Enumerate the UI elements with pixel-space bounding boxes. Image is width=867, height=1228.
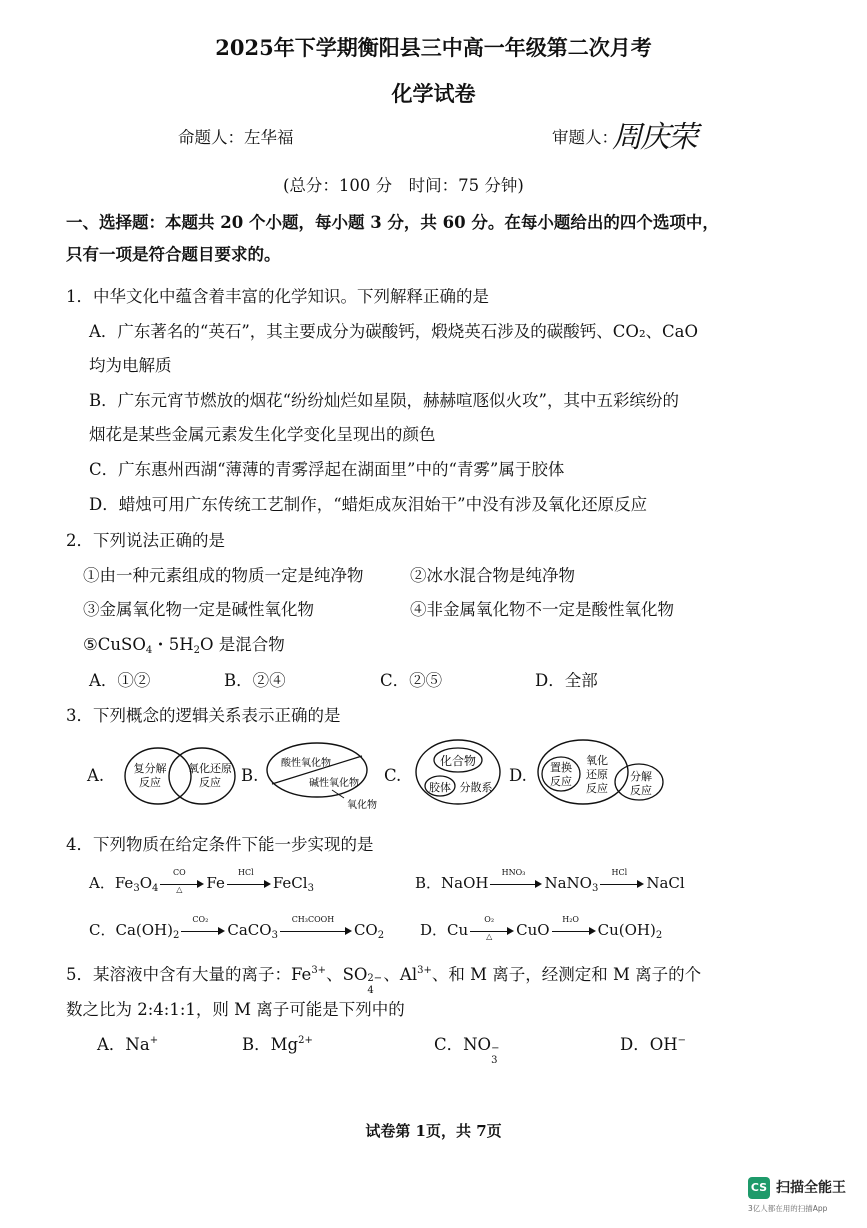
q3-stem: 3．下列概念的逻辑关系表示正确的是 <box>66 706 341 725</box>
q3-a-left-label-1: 复分解 <box>133 762 167 775</box>
q3-c-dispersion-label: 分散系 <box>459 781 493 794</box>
q4-b-arrow-1: HNO₃ <box>490 877 542 891</box>
reviewer-label: 审题人： <box>552 128 618 147</box>
q3-diagram-b <box>262 740 380 812</box>
q2-statement-4: ④非金属氧化物不一定是酸性氧化物 <box>410 600 674 619</box>
q4-a-arrow-2: HCl <box>227 877 271 891</box>
reviewer-signature: 周庆荣 <box>612 120 696 155</box>
q4-stem: 4．下列物质在给定条件下能一步实现的是 <box>66 835 374 854</box>
setter-label: 命题人：左华福 <box>178 128 294 147</box>
q4-d-arrow-2: H₂O <box>552 924 596 938</box>
q3-diagram-d <box>535 736 675 808</box>
camscanner-name: 扫描全能王 <box>776 1180 846 1196</box>
q1-option-a-line2: 均为电解质 <box>89 356 172 375</box>
q2-statement-3: ③金属氧化物一定是碱性氧化物 <box>83 600 314 619</box>
q5-stem-line2: 数之比为 2:4:1:1，则 M 离子可能是下列中的 <box>66 1000 405 1019</box>
q4-option-d: D．Cu O₂ △ CuO H₂O $Cu(OH)_2$ <box>420 915 663 941</box>
q2-stem: 2．下列说法正确的是 <box>66 531 225 550</box>
q1-option-c: C．广东惠州西湖“薄薄的青雾浮起在湖面里”中的“青雾”属于胶体 <box>89 460 565 479</box>
q3-diagram-c <box>412 736 504 808</box>
q2-statement-5: ⑤CuSO$_4$・$5H_2O$ 是混合物 <box>83 635 285 656</box>
q5-stem-line1: 5．某溶液中含有大量的离子：$Fe^{3+}$、SO 2− 4 、$Al^{3+}$、和 M 离子，经测定和 M 离子的个 <box>66 965 702 996</box>
q3-b-bottom-label: 碱性氧化物 <box>309 778 359 789</box>
q2-option-a: A．①② <box>89 671 151 690</box>
q3-a-right-label-2: 反应 <box>199 776 221 789</box>
q4-c-arrow-1: CO₂ <box>181 924 225 938</box>
q4-d-arrow-1: O₂ △ <box>470 924 514 938</box>
q3-c-top-label: 化合物 <box>439 754 477 768</box>
q3-b-outer-label: 氧化物 <box>347 800 377 811</box>
q3-label-d: D. <box>509 766 527 785</box>
section-instruction-line1: 一、选择题：本题共 20 个小题，每小题 3 分，共 60 分。在每小题给出的四个选项中， <box>66 213 719 232</box>
q3-b-top-label: 酸性氧化物 <box>281 758 331 769</box>
q4-a-arrow-1: CO △ <box>160 877 204 891</box>
q1-option-d: D．蜡烛可用广东传统工艺制作，“蜡炬成灰泪始干”中没有涉及氧化还原反应 <box>89 495 648 514</box>
q3-label-c: C. <box>384 766 402 785</box>
q2-statement-1: ①由一种元素组成的物质一定是纯净物 <box>83 566 364 585</box>
q3-d-left-label-2: 反应 <box>550 775 572 788</box>
q1-option-b-line2: 烟花是某些金属元素发生化学变化呈现出的颜色 <box>89 425 436 444</box>
section-instruction-line2: 只有一项是符合题目要求的。 <box>66 245 281 264</box>
q3-diagram-a <box>118 742 240 810</box>
q4-c-arrow-2: CH₃COOH <box>280 924 352 938</box>
q4-option-b: B．NaOH HNO₃ NaNO$_3$ HCl NaCl <box>415 868 685 894</box>
q4-option-a: A．$Fe_3O_4$ CO △ Fe HCl FeCl$_3$ <box>89 868 314 894</box>
subject-title: 化学试卷 <box>391 81 476 106</box>
q3-a-right-label-1: 氧化还原 <box>188 762 232 775</box>
q2-option-b: B．②④ <box>224 671 286 690</box>
q3-d-mid-label-3: 反应 <box>586 782 608 795</box>
q3-d-mid-label-2: 还原 <box>586 768 608 781</box>
q2-option-c: C．②⑤ <box>380 671 443 690</box>
q5-option-d: D．OH− <box>620 1035 687 1054</box>
q4-b-arrow-2: HCl <box>600 877 644 891</box>
q3-a-left-label-2: 反应 <box>139 776 161 789</box>
page-footer: 试卷第 1页，共 7页 <box>365 1122 502 1140</box>
q1-option-b-line1: B．广东元宵节燃放的烟花“纷纷灿烂如星陨，赫赫喧豗似火攻”，其中五彩缤纷的 <box>89 391 679 410</box>
q5-option-a: A．Na+ <box>97 1035 159 1054</box>
q1-option-a-line1: A．广东著名的“英石”，其主要成分为碳酸钙，煅烧英石涉及的碳酸钙、CO₂、CaO <box>89 322 699 341</box>
camscanner-logo-icon: CS <box>748 1177 770 1199</box>
q3-d-right-label-1: 分解 <box>630 770 652 783</box>
q3-d-right-label-2: 反应 <box>630 784 652 797</box>
q3-c-colloid-label: 胶体 <box>429 781 451 794</box>
score-time: (总分：100 分 时间：75 分钟) <box>283 176 524 195</box>
q2-option-d: D．全部 <box>535 671 598 690</box>
q1-stem: 1．中华文化中蕴含着丰富的化学知识。下列解释正确的是 <box>66 287 489 306</box>
exam-title: 2025年下学期衡阳县三中高一年级第二次月考 <box>215 35 652 60</box>
q5-option-b: B．$Mg^{2+}$ <box>242 1035 313 1054</box>
q3-label-b: B. <box>241 766 259 785</box>
camscanner-tagline: 3亿人都在用的扫描App <box>748 1204 828 1213</box>
q4-option-c: C．$Ca(OH)_2$ CO₂ CaCO$_3$ CH₃COOH $CO_2$ <box>89 915 385 941</box>
q5-option-c: C．NO − 3 <box>434 1035 500 1066</box>
q3-label-a: A. <box>87 766 105 785</box>
q3-d-left-label-1: 置换 <box>550 761 572 774</box>
q2-statement-2: ②冰水混合物是纯净物 <box>410 566 575 585</box>
q3-d-mid-label-1: 氧化 <box>586 754 608 767</box>
